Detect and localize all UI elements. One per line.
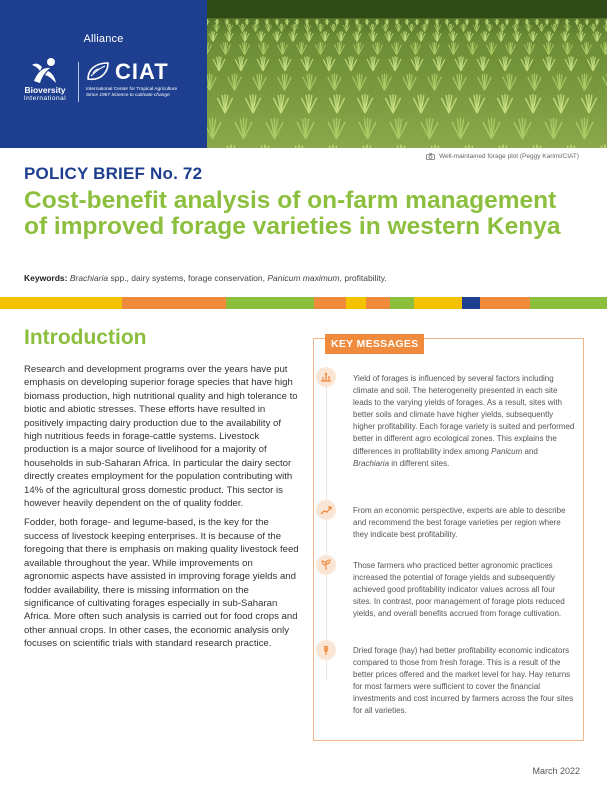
camera-icon xyxy=(426,153,435,160)
forage-field-image xyxy=(207,0,607,148)
photo-caption xyxy=(426,153,579,160)
bioversity-name: Bioversity xyxy=(24,85,66,95)
ciat-name: CIAT xyxy=(115,59,169,84)
introduction-heading: Introduction xyxy=(24,326,147,349)
brand-panel xyxy=(0,0,207,148)
ciat-tagline: Since 1967 Science to cultivate change xyxy=(86,93,170,98)
keyword-panicum: Panicum maximum xyxy=(267,273,340,283)
keyword-list-a: spp., dairy systems, forage conservation, xyxy=(108,273,268,283)
keywords xyxy=(24,273,387,283)
key-message-1: Yield of forages is influenced by several factors including climate and soil. The heterogeneity presented in each site leads to the varying yields of forages. As a result, sites with better soils and climate have higher yields, subsequently higher profitability. Each forage variety is suited and performed better in different agro ecological zones. This explains the differences in profitability index among Panicum and Brachiaria in different sites. xyxy=(353,374,575,468)
introduction-body xyxy=(24,363,299,657)
key-messages-label: KEY MESSAGES xyxy=(325,334,424,354)
bioversity-logo xyxy=(18,57,72,103)
key-message-4: Dried forage (hay) had better profitability economic indicators compared to those from fresh forage. This is a result of the better prices offered and the market level for hay. Hay returns for most farmers were sufficient to cover the financial investments and cost incurred by farmers across the four sites for all varieties. xyxy=(353,646,574,716)
ciat-full-name: International Center for Tropical Agriculture xyxy=(86,87,178,92)
intro-paragraph-1: Research and development programs over the years have put emphasis on developing superior forage species that have high biomass production, high nutritional quality and high tolerance to biotic and abiotic stresses. These efforts have resulted in positively impacting dairy production due to the availability of high nutritious feeds in forage-cattle systems. Livestock production is a major source of livelihood for a majority of households in sub-Saharan Africa. In particular the dairy sector directly creates employment for the population contributing with 14% of the agricultural gross domestic product. This sector is however heavily dependent on the of quality fodder. xyxy=(24,364,298,510)
page-title: Cost-benefit analysis of on-farm management of improved forage varieties in western Kenya xyxy=(24,187,561,240)
publication-date: March 2022 xyxy=(532,766,580,776)
economics-chart-icon xyxy=(316,500,336,520)
policy-brief-number: POLICY BRIEF No. 72 xyxy=(24,164,203,183)
bioversity-figure-icon xyxy=(30,57,60,85)
key-message-3: Those farmers who practiced better agronomic practices increased the potential of forage yields and subsequently achieved good profitability indicator values across all four sites. In contrast, poor management of forage plots reduced yields, and overall benefits accrued from forage cultivation. xyxy=(353,561,565,619)
keyword-list-b: , profitability. xyxy=(339,273,387,283)
logo-divider xyxy=(78,62,79,102)
farmer-practice-icon xyxy=(316,555,336,575)
key-message-2: From an economic perspective, experts are able to describe and recommend the best forage varieties per region where they indicate best profitability. xyxy=(353,506,566,540)
header-photo xyxy=(207,0,607,148)
ciat-leaf-icon xyxy=(86,61,112,83)
keyword-brachiaria: Brachiaria xyxy=(69,273,109,283)
bioversity-sub: International xyxy=(23,95,67,102)
soil-climate-icon xyxy=(316,367,336,387)
hay-wheat-icon xyxy=(316,640,336,660)
photo-caption-text: Well-maintained forage plot (Peggy Karimi/CIAT) xyxy=(439,153,579,160)
intro-paragraph-2: Fodder, both forage- and legume-based, is the key for the success of livestock keeping enterprises. It is because of the foregoing that there is emphasis on making quality livestock feed available throughout the year. While improvements on agronomic aspects have assisted in improving forage yields and fodder availability, there is missing information on the significance of cultivating forages especially in sub-Saharan Africa. More often such analysis is carried out for food crops and other annual crops. In other cases, the economic analysis only focuses on scientific trials with standard research practice. xyxy=(24,517,299,650)
key-messages-timeline xyxy=(326,380,327,680)
keywords-label: Keywords: xyxy=(24,273,68,283)
alliance-label: Alliance xyxy=(83,33,124,45)
ciat-logo xyxy=(86,60,177,99)
decorative-color-bar xyxy=(0,297,607,309)
